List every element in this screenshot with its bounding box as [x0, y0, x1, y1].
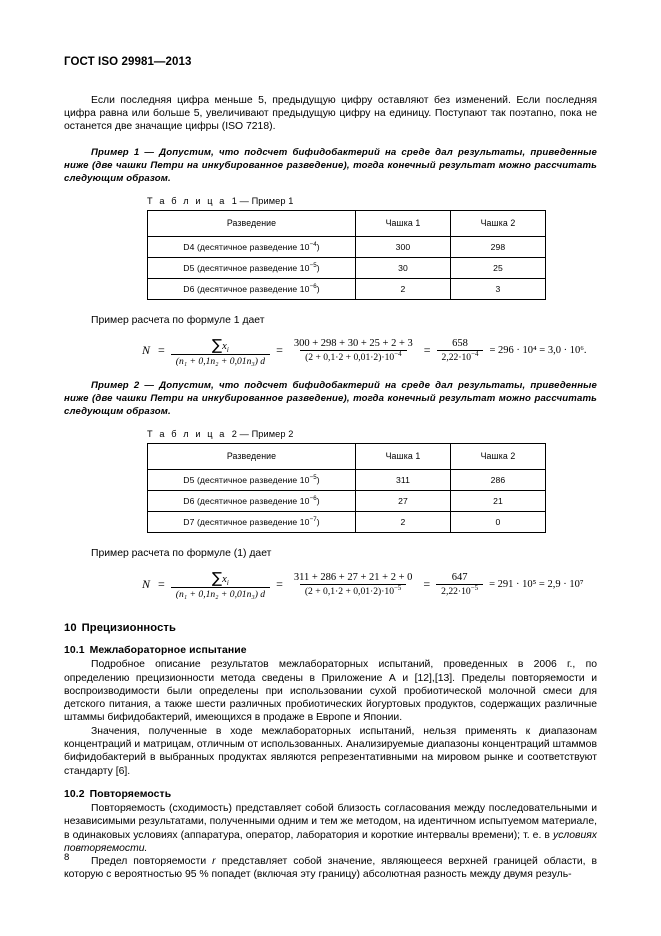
dilution-text: D6 (десятичное разведение 10	[183, 283, 310, 294]
section-10-1-heading	[64, 645, 597, 656]
table-row	[148, 511, 546, 532]
formula-1-den3-text: 2,22·10	[441, 352, 472, 364]
section-10-1-number: 10.1	[64, 645, 85, 657]
table-2-r0-plate1: 311	[356, 469, 451, 490]
formula-2-lhs: N	[142, 576, 151, 591]
table-1-caption: Т а б л и ц а 1 — Пример 1	[147, 195, 294, 206]
formula-2-fraction-3	[436, 572, 483, 597]
formula-1-var: x	[222, 340, 227, 352]
table-2-r1-dilution	[148, 490, 356, 511]
section-10-heading	[64, 622, 597, 634]
table-2	[147, 443, 546, 533]
formula-2-denominator-2	[300, 584, 407, 597]
table-row	[148, 278, 546, 299]
section-10-number: 10	[64, 622, 77, 635]
section-10-1-paragraph-2: Значения, полученные в ходе межлабораторных испытаний, нельзя применять к диапазонам концентраций и матрицам, отличным от использованных. Анализируемые диапазоны концентраций штаммов бифидобактерий в выбранных продуктах являются репрезентативными на мировом рынке и соответствуют стандарту [6].	[64, 725, 597, 777]
table-2-caption-number: 2	[231, 428, 237, 439]
formula-1-numerator-3: 658	[452, 338, 468, 350]
table-1-r1-plate2: 25	[451, 257, 546, 278]
section-10-2-p2-symbol: r	[212, 856, 216, 868]
table-1-caption-label: Т а б л и ц а	[147, 195, 227, 206]
dilution-suffix: )	[316, 283, 320, 294]
table-1-r0-plate2: 298	[451, 236, 546, 257]
formula-2-den2-exp: −5	[394, 584, 402, 592]
table-2-r0-plate2: 286	[451, 469, 546, 490]
section-10-2-p2-text: представляет собой значение, являющееся верхней границей области, в которую с вероятностью 95 % попадет (включая эту границу) абсолютная разность между двумя резуль-	[64, 856, 597, 881]
table-row	[148, 469, 546, 490]
formula-2-fraction-1	[171, 568, 270, 600]
dilution-suffix: )	[316, 474, 320, 485]
table-2-r1-plate2: 21	[451, 490, 546, 511]
formula-2-equals-3: =	[423, 576, 431, 591]
table-1-header-dilution: Разведение	[148, 210, 356, 236]
intro-paragraph: Если последняя цифра меньше 5, предыдущую цифру оставляют без изменений. Если последняя цифра равна или больше 5, увеличивают предыдущую цифру на единицу. Поступают так поэтапно, пока не останется две значащие цифры (ISO 7218).	[64, 94, 597, 133]
table-2-caption-label: Т а б л и ц а	[147, 428, 227, 439]
formula-1-numerator-2: 300 + 298 + 30 + 25 + 2 + 3	[293, 338, 413, 350]
table-1-r2-plate1: 2	[356, 278, 451, 299]
table-2-r2-plate2: 0	[451, 511, 546, 532]
formula-2-fraction-2	[289, 572, 417, 597]
formula-2-lead: Пример расчета по формуле (1) дает	[91, 547, 272, 559]
dilution-exponent: −5	[309, 474, 317, 482]
formula-1-equals-1: =	[158, 343, 165, 358]
dilution-exponent: −7	[309, 516, 317, 524]
table-2-r1-plate1: 27	[356, 490, 451, 511]
dilution-suffix: )	[316, 241, 320, 252]
formula-1-equals-2: =	[276, 343, 283, 358]
table-2-caption-title: Пример 2	[251, 428, 294, 439]
table-2-r0-dilution	[148, 469, 356, 490]
table-2-header-dilution: Разведение	[148, 443, 356, 469]
formula-2-var-sub: i	[226, 578, 229, 588]
dilution-text: D6 (десятичное разведение 10	[183, 495, 310, 506]
formula-1-equals-3: =	[423, 343, 431, 358]
table-2-r2-plate1: 2	[356, 511, 451, 532]
table-row	[148, 443, 546, 469]
formula-2-denominator-3	[436, 584, 483, 597]
section-10-2-p2-lead: Предел повторяемости	[91, 856, 213, 868]
table-1	[147, 210, 546, 300]
page-number: 8	[64, 852, 70, 863]
section-10-2-paragraph-2	[64, 855, 597, 882]
summation-icon: ∑	[212, 335, 223, 354]
formula-1-var-sub: i	[226, 345, 229, 355]
formula-1-denominator-3	[437, 350, 484, 363]
table-1-caption-number: 1	[231, 195, 237, 206]
dilution-suffix: )	[316, 516, 320, 527]
formula-1-denominator-1: (n₁ + 0,1n₂ + 0,01n₃) d	[171, 354, 270, 367]
standard-header: ГОСТ ISO 29981—2013	[64, 56, 192, 68]
section-10-1-title: Межлабораторное испытание	[89, 645, 247, 657]
formula-1-result: = 296 · 10⁴ = 3,0 · 10⁶.	[489, 345, 587, 357]
formula-1-lead: Пример расчета по формуле 1 дает	[91, 314, 265, 326]
formula-2-var: x	[222, 574, 227, 586]
dilution-exponent: −4	[309, 240, 317, 248]
formula-2-numerator-3: 647	[451, 571, 468, 583]
dilution-suffix: )	[316, 262, 320, 273]
dilution-text: D4 (десятичное разведение 10	[183, 241, 310, 252]
formula-1-fraction-1	[171, 335, 270, 367]
dilution-exponent: −5	[309, 261, 317, 269]
table-row	[148, 490, 546, 511]
formula-2-equals-1: =	[158, 576, 165, 591]
table-1-r2-plate2: 3	[451, 278, 546, 299]
dilution-exponent: −6	[309, 495, 317, 503]
page-content	[64, 56, 597, 882]
table-1-r0-plate1: 300	[356, 236, 451, 257]
dilution-text: D7 (десятичное разведение 10	[183, 516, 310, 527]
formula-1-den2-text: (2 + 0,1·2 + 0,01·2)·10	[305, 352, 395, 364]
table-1-r0-dilution	[148, 236, 356, 257]
formula-2-denominator-1: (n₁ + 0,1n₂ + 0,01n₃) d	[171, 587, 270, 600]
formula-1-denominator-2	[300, 350, 407, 363]
section-10-2-title: Повторяемость	[89, 788, 172, 800]
example-2-note: Пример 2 — Допустим, что подсчет бифидобактерий на среде дал результаты, приведенные ниже (две чашки Петри на инкубированное разведение), тогда конечный результат можно рассчитать следующим образом.	[64, 379, 597, 417]
table-2-r2-dilution	[148, 511, 356, 532]
dilution-text: D5 (десятичное разведение 10	[183, 474, 310, 485]
table-1-header-plate1: Чашка 1	[356, 210, 451, 236]
formula-2-numerator-2: 311 + 286 + 27 + 21 + 2 + 0	[293, 571, 413, 583]
formula-1-fraction-3	[437, 338, 484, 363]
dilution-exponent: −6	[309, 282, 317, 290]
section-10-title: Прецизионность	[81, 622, 176, 635]
formula-2-den3-exp: −5	[470, 584, 479, 592]
table-2-caption: Т а б л и ц а 2 — Пример 2	[147, 428, 294, 439]
table-1-caption-title: Пример 1	[251, 195, 294, 206]
table-1-header-plate2: Чашка 2	[451, 210, 546, 236]
formula-1-den3-exp: −4	[471, 351, 479, 359]
formula-2-equals-2: =	[276, 576, 283, 591]
formula-2-numerator-1	[207, 568, 234, 587]
summation-icon: ∑	[212, 569, 223, 588]
section-10-2-p1-italic: условиях повторяемости.	[64, 829, 597, 854]
formula-2-den2-text: (2 + 0,1·2 + 0,01·2)·10	[304, 585, 395, 597]
section-10-2-paragraph-1	[64, 802, 597, 855]
formula-1-fraction-2	[289, 338, 418, 363]
formula-1-lhs: N	[142, 343, 151, 358]
formula-1-numerator-1	[207, 335, 234, 354]
formula-2-result: = 291 · 10⁵ = 2,9 · 10⁷	[489, 578, 584, 590]
formula-2-den3-text: 2,22·10	[441, 585, 471, 597]
table-1-r2-dilution	[148, 278, 356, 299]
example-1-note: Пример 1 — Допустим, что подсчет бифидобактерий на среде дал результаты, приведенные ниже (две чашки Петри на инкубированное разведение), тогда конечный результат можно рассчитать следующим образом.	[64, 146, 597, 184]
table-2-header-plate2: Чашка 2	[451, 443, 546, 469]
table-row	[148, 210, 546, 236]
dilution-suffix: )	[316, 495, 320, 506]
formula-1-den2-exp: −4	[394, 351, 402, 359]
formula-2	[64, 568, 597, 600]
section-10-1-paragraph-1: Подробное описание результатов межлабораторных испытаний, проведенных в 2006 г., по определению прецизионности метода сведены в Приложение А и [12],[13]. Пределы повторяемости и воспроизводимости были определены при использовании сухой пробиотической молочной смеси для детского питания, а также шести различных пробиотических йогуртовых продуктов, содержащих различные штаммы бифидобактерий, имеющихся в продаже в Европе и Японии.	[64, 659, 597, 724]
section-10-2-heading	[64, 789, 597, 800]
table-row	[148, 236, 546, 257]
section-10-2-number: 10.2	[64, 788, 85, 800]
table-row	[148, 257, 546, 278]
formula-1	[64, 335, 597, 367]
dilution-text: D5 (десятичное разведение 10	[183, 262, 310, 273]
table-2-header-plate1: Чашка 1	[356, 443, 451, 469]
section-10-2-p1-text: Повторяемость (сходимость) представляет собой близость согласования между последовательными и независимыми результатами, полученными одним и тем же методом, на идентичном испытуемом материале, в одинаковых условиях (аппаратура, оператор, лаборатория и короткие интервалы времени); т. е. в	[64, 802, 597, 841]
table-1-r1-dilution	[148, 257, 356, 278]
table-1-r1-plate1: 30	[356, 257, 451, 278]
